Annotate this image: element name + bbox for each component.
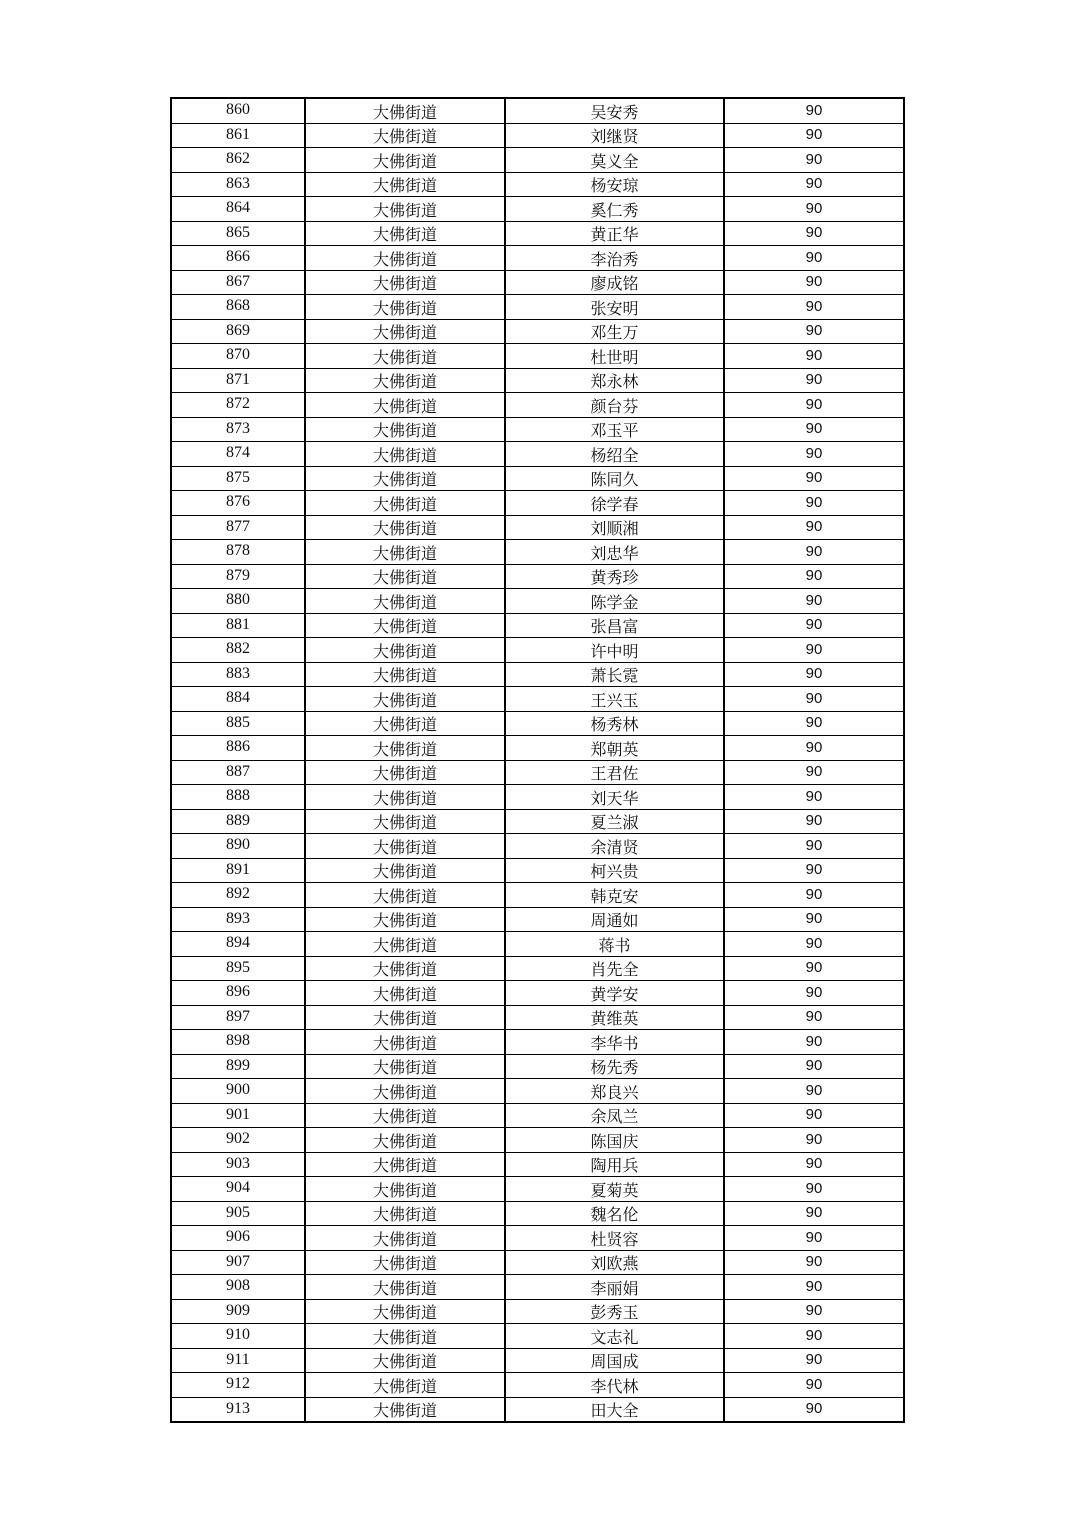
person-name-cell: 陈学金 <box>505 589 724 614</box>
table-row <box>171 809 904 834</box>
row-number-cell: 905 <box>171 1201 305 1226</box>
row-number-cell: 880 <box>171 589 305 614</box>
row-number-cell: 871 <box>171 368 305 393</box>
district-cell: 大佛街道 <box>305 197 505 222</box>
row-number-cell: 890 <box>171 834 305 859</box>
roster-table-body <box>171 98 904 1422</box>
table-row <box>171 687 904 712</box>
person-name-cell: 杜世明 <box>505 344 724 369</box>
district-cell: 大佛街道 <box>305 1177 505 1202</box>
row-number-cell: 873 <box>171 417 305 442</box>
district-cell: 大佛街道 <box>305 1324 505 1349</box>
score-cell: 90 <box>724 736 904 761</box>
score-cell: 90 <box>724 1299 904 1324</box>
score-cell: 90 <box>724 466 904 491</box>
district-cell: 大佛街道 <box>305 760 505 785</box>
table-row <box>171 907 904 932</box>
row-number-cell: 886 <box>171 736 305 761</box>
person-name-cell: 刘继贤 <box>505 123 724 148</box>
district-cell: 大佛街道 <box>305 1054 505 1079</box>
score-cell: 90 <box>724 1128 904 1153</box>
table-row <box>171 98 904 123</box>
person-name-cell: 奚仁秀 <box>505 197 724 222</box>
table-row <box>171 148 904 173</box>
table-row <box>171 1299 904 1324</box>
score-cell: 90 <box>724 540 904 565</box>
district-cell: 大佛街道 <box>305 638 505 663</box>
score-cell: 90 <box>724 417 904 442</box>
row-number-cell: 898 <box>171 1030 305 1055</box>
row-number-cell: 866 <box>171 246 305 271</box>
district-cell: 大佛街道 <box>305 956 505 981</box>
district-cell: 大佛街道 <box>305 1397 505 1422</box>
district-cell: 大佛街道 <box>305 172 505 197</box>
row-number-cell: 902 <box>171 1128 305 1153</box>
person-name-cell: 郑永林 <box>505 368 724 393</box>
district-cell: 大佛街道 <box>305 393 505 418</box>
person-name-cell: 田大全 <box>505 1397 724 1422</box>
row-number-cell: 882 <box>171 638 305 663</box>
person-name-cell: 李治秀 <box>505 246 724 271</box>
row-number-cell: 864 <box>171 197 305 222</box>
score-cell: 90 <box>724 858 904 883</box>
row-number-cell: 897 <box>171 1005 305 1030</box>
district-cell: 大佛街道 <box>305 1152 505 1177</box>
table-row <box>171 1103 904 1128</box>
person-name-cell: 廖成铭 <box>505 270 724 295</box>
table-row <box>171 589 904 614</box>
row-number-cell: 876 <box>171 491 305 516</box>
score-cell: 90 <box>724 270 904 295</box>
district-cell: 大佛街道 <box>305 858 505 883</box>
score-cell: 90 <box>724 368 904 393</box>
district-cell: 大佛街道 <box>305 344 505 369</box>
table-row <box>171 1275 904 1300</box>
district-cell: 大佛街道 <box>305 785 505 810</box>
row-number-cell: 885 <box>171 711 305 736</box>
district-cell: 大佛街道 <box>305 1299 505 1324</box>
row-number-cell: 875 <box>171 466 305 491</box>
table-row <box>171 344 904 369</box>
person-name-cell: 陈国庆 <box>505 1128 724 1153</box>
person-name-cell: 刘顺湘 <box>505 515 724 540</box>
score-cell: 90 <box>724 1348 904 1373</box>
district-cell: 大佛街道 <box>305 883 505 908</box>
person-name-cell: 魏名伦 <box>505 1201 724 1226</box>
row-number-cell: 913 <box>171 1397 305 1422</box>
score-cell: 90 <box>724 1201 904 1226</box>
row-number-cell: 910 <box>171 1324 305 1349</box>
score-cell: 90 <box>724 1030 904 1055</box>
row-number-cell: 909 <box>171 1299 305 1324</box>
table-row <box>171 1152 904 1177</box>
person-name-cell: 夏兰淑 <box>505 809 724 834</box>
score-cell: 90 <box>724 319 904 344</box>
score-cell: 90 <box>724 1324 904 1349</box>
table-row <box>171 172 904 197</box>
person-name-cell: 杨安琼 <box>505 172 724 197</box>
district-cell: 大佛街道 <box>305 736 505 761</box>
table-row <box>171 1250 904 1275</box>
person-name-cell: 刘欧燕 <box>505 1250 724 1275</box>
row-number-cell: 874 <box>171 442 305 467</box>
table-row <box>171 883 904 908</box>
score-cell: 90 <box>724 564 904 589</box>
district-cell: 大佛街道 <box>305 148 505 173</box>
district-cell: 大佛街道 <box>305 368 505 393</box>
person-name-cell: 蒋书 <box>505 932 724 957</box>
table-row <box>171 1054 904 1079</box>
person-name-cell: 王兴玉 <box>505 687 724 712</box>
table-row <box>171 1079 904 1104</box>
person-name-cell: 余凤兰 <box>505 1103 724 1128</box>
row-number-cell: 896 <box>171 981 305 1006</box>
person-name-cell: 杜贤容 <box>505 1226 724 1251</box>
district-cell: 大佛街道 <box>305 442 505 467</box>
score-cell: 90 <box>724 491 904 516</box>
district-cell: 大佛街道 <box>305 981 505 1006</box>
table-row <box>171 197 904 222</box>
person-name-cell: 吴安秀 <box>505 98 724 123</box>
score-cell: 90 <box>724 123 904 148</box>
table-row <box>171 858 904 883</box>
score-cell: 90 <box>724 295 904 320</box>
district-cell: 大佛街道 <box>305 221 505 246</box>
score-cell: 90 <box>724 1005 904 1030</box>
district-cell: 大佛街道 <box>305 270 505 295</box>
score-cell: 90 <box>724 613 904 638</box>
table-row <box>171 1397 904 1422</box>
score-cell: 90 <box>724 1373 904 1398</box>
table-row <box>171 319 904 344</box>
row-number-cell: 867 <box>171 270 305 295</box>
row-number-cell: 899 <box>171 1054 305 1079</box>
person-name-cell: 杨秀林 <box>505 711 724 736</box>
person-name-cell: 余清贤 <box>505 834 724 859</box>
score-cell: 90 <box>724 1275 904 1300</box>
person-name-cell: 邓玉平 <box>505 417 724 442</box>
table-row <box>171 613 904 638</box>
row-number-cell: 903 <box>171 1152 305 1177</box>
table-row <box>171 270 904 295</box>
district-cell: 大佛街道 <box>305 319 505 344</box>
district-cell: 大佛街道 <box>305 1250 505 1275</box>
row-number-cell: 865 <box>171 221 305 246</box>
person-name-cell: 黄正华 <box>505 221 724 246</box>
person-name-cell: 张安明 <box>505 295 724 320</box>
person-name-cell: 文志礼 <box>505 1324 724 1349</box>
district-cell: 大佛街道 <box>305 907 505 932</box>
table-row <box>171 246 904 271</box>
district-cell: 大佛街道 <box>305 1226 505 1251</box>
table-row <box>171 466 904 491</box>
person-name-cell: 徐学春 <box>505 491 724 516</box>
person-name-cell: 周通如 <box>505 907 724 932</box>
row-number-cell: 892 <box>171 883 305 908</box>
district-cell: 大佛街道 <box>305 98 505 123</box>
person-name-cell: 刘忠华 <box>505 540 724 565</box>
row-number-cell: 901 <box>171 1103 305 1128</box>
district-cell: 大佛街道 <box>305 295 505 320</box>
score-cell: 90 <box>724 1177 904 1202</box>
score-cell: 90 <box>724 1250 904 1275</box>
table-row <box>171 1177 904 1202</box>
district-cell: 大佛街道 <box>305 613 505 638</box>
table-row <box>171 123 904 148</box>
row-number-cell: 900 <box>171 1079 305 1104</box>
table-row <box>171 638 904 663</box>
row-number-cell: 884 <box>171 687 305 712</box>
row-number-cell: 887 <box>171 760 305 785</box>
table-row <box>171 785 904 810</box>
person-name-cell: 韩克安 <box>505 883 724 908</box>
table-row <box>171 442 904 467</box>
table-row <box>171 393 904 418</box>
person-name-cell: 杨绍全 <box>505 442 724 467</box>
score-cell: 90 <box>724 956 904 981</box>
row-number-cell: 894 <box>171 932 305 957</box>
table-row <box>171 221 904 246</box>
table-row <box>171 1128 904 1153</box>
row-number-cell: 908 <box>171 1275 305 1300</box>
district-cell: 大佛街道 <box>305 515 505 540</box>
row-number-cell: 895 <box>171 956 305 981</box>
district-cell: 大佛街道 <box>305 246 505 271</box>
person-name-cell: 彭秀玉 <box>505 1299 724 1324</box>
row-number-cell: 912 <box>171 1373 305 1398</box>
table-row <box>171 1324 904 1349</box>
person-name-cell: 黄学安 <box>505 981 724 1006</box>
district-cell: 大佛街道 <box>305 1079 505 1104</box>
person-name-cell: 黄维英 <box>505 1005 724 1030</box>
table-row <box>171 1005 904 1030</box>
score-cell: 90 <box>724 589 904 614</box>
table-row <box>171 1373 904 1398</box>
table-row <box>171 932 904 957</box>
person-name-cell: 肖先全 <box>505 956 724 981</box>
district-cell: 大佛街道 <box>305 1128 505 1153</box>
row-number-cell: 881 <box>171 613 305 638</box>
score-cell: 90 <box>724 1226 904 1251</box>
district-cell: 大佛街道 <box>305 123 505 148</box>
person-name-cell: 颜台芬 <box>505 393 724 418</box>
person-name-cell: 郑良兴 <box>505 1079 724 1104</box>
district-cell: 大佛街道 <box>305 1373 505 1398</box>
row-number-cell: 879 <box>171 564 305 589</box>
district-cell: 大佛街道 <box>305 417 505 442</box>
score-cell: 90 <box>724 246 904 271</box>
score-cell: 90 <box>724 197 904 222</box>
score-cell: 90 <box>724 785 904 810</box>
row-number-cell: 888 <box>171 785 305 810</box>
table-row <box>171 981 904 1006</box>
row-number-cell: 891 <box>171 858 305 883</box>
table-row <box>171 760 904 785</box>
table-row <box>171 1348 904 1373</box>
district-cell: 大佛街道 <box>305 491 505 516</box>
score-cell: 90 <box>724 148 904 173</box>
district-cell: 大佛街道 <box>305 834 505 859</box>
district-cell: 大佛街道 <box>305 1275 505 1300</box>
score-cell: 90 <box>724 1397 904 1422</box>
district-cell: 大佛街道 <box>305 932 505 957</box>
score-cell: 90 <box>724 1103 904 1128</box>
score-cell: 90 <box>724 98 904 123</box>
score-cell: 90 <box>724 393 904 418</box>
score-cell: 90 <box>724 981 904 1006</box>
person-name-cell: 萧长霓 <box>505 662 724 687</box>
district-cell: 大佛街道 <box>305 1201 505 1226</box>
person-name-cell: 郑朝英 <box>505 736 724 761</box>
score-cell: 90 <box>724 883 904 908</box>
district-cell: 大佛街道 <box>305 1030 505 1055</box>
district-cell: 大佛街道 <box>305 809 505 834</box>
row-number-cell: 906 <box>171 1226 305 1251</box>
score-cell: 90 <box>724 809 904 834</box>
person-name-cell: 周国成 <box>505 1348 724 1373</box>
score-cell: 90 <box>724 834 904 859</box>
score-cell: 90 <box>724 442 904 467</box>
person-name-cell: 许中明 <box>505 638 724 663</box>
row-number-cell: 870 <box>171 344 305 369</box>
person-name-cell: 张昌富 <box>505 613 724 638</box>
row-number-cell: 862 <box>171 148 305 173</box>
person-name-cell: 黄秀珍 <box>505 564 724 589</box>
row-number-cell: 878 <box>171 540 305 565</box>
score-cell: 90 <box>724 711 904 736</box>
row-number-cell: 860 <box>171 98 305 123</box>
district-cell: 大佛街道 <box>305 589 505 614</box>
district-cell: 大佛街道 <box>305 466 505 491</box>
score-cell: 90 <box>724 1152 904 1177</box>
row-number-cell: 883 <box>171 662 305 687</box>
person-name-cell: 李华书 <box>505 1030 724 1055</box>
table-row <box>171 662 904 687</box>
district-cell: 大佛街道 <box>305 1348 505 1373</box>
table-row <box>171 295 904 320</box>
row-number-cell: 911 <box>171 1348 305 1373</box>
person-name-cell: 柯兴贵 <box>505 858 724 883</box>
table-row <box>171 1226 904 1251</box>
score-cell: 90 <box>724 662 904 687</box>
table-row <box>171 515 904 540</box>
row-number-cell: 889 <box>171 809 305 834</box>
table-row <box>171 540 904 565</box>
person-name-cell: 邓生万 <box>505 319 724 344</box>
score-cell: 90 <box>724 760 904 785</box>
person-name-cell: 杨先秀 <box>505 1054 724 1079</box>
district-cell: 大佛街道 <box>305 1005 505 1030</box>
score-cell: 90 <box>724 1054 904 1079</box>
person-name-cell: 李代林 <box>505 1373 724 1398</box>
row-number-cell: 868 <box>171 295 305 320</box>
table-row <box>171 491 904 516</box>
table-row <box>171 736 904 761</box>
person-name-cell: 王君佐 <box>505 760 724 785</box>
person-name-cell: 陶用兵 <box>505 1152 724 1177</box>
table-row <box>171 956 904 981</box>
person-name-cell: 陈同久 <box>505 466 724 491</box>
district-cell: 大佛街道 <box>305 687 505 712</box>
person-name-cell: 李丽娟 <box>505 1275 724 1300</box>
row-number-cell: 907 <box>171 1250 305 1275</box>
district-cell: 大佛街道 <box>305 1103 505 1128</box>
table-row <box>171 564 904 589</box>
score-cell: 90 <box>724 221 904 246</box>
district-cell: 大佛街道 <box>305 711 505 736</box>
score-cell: 90 <box>724 638 904 663</box>
score-cell: 90 <box>724 515 904 540</box>
table-row <box>171 368 904 393</box>
row-number-cell: 869 <box>171 319 305 344</box>
person-name-cell: 夏菊英 <box>505 1177 724 1202</box>
row-number-cell: 872 <box>171 393 305 418</box>
score-cell: 90 <box>724 344 904 369</box>
table-row <box>171 834 904 859</box>
score-cell: 90 <box>724 907 904 932</box>
person-name-cell: 莫义全 <box>505 148 724 173</box>
table-row <box>171 417 904 442</box>
table-row <box>171 711 904 736</box>
district-cell: 大佛街道 <box>305 564 505 589</box>
score-cell: 90 <box>724 172 904 197</box>
row-number-cell: 893 <box>171 907 305 932</box>
score-cell: 90 <box>724 687 904 712</box>
district-cell: 大佛街道 <box>305 540 505 565</box>
score-cell: 90 <box>724 1079 904 1104</box>
row-number-cell: 863 <box>171 172 305 197</box>
table-row <box>171 1030 904 1055</box>
district-cell: 大佛街道 <box>305 662 505 687</box>
roster-table <box>170 97 905 1423</box>
score-cell: 90 <box>724 932 904 957</box>
person-name-cell: 刘天华 <box>505 785 724 810</box>
row-number-cell: 877 <box>171 515 305 540</box>
row-number-cell: 861 <box>171 123 305 148</box>
row-number-cell: 904 <box>171 1177 305 1202</box>
table-row <box>171 1201 904 1226</box>
